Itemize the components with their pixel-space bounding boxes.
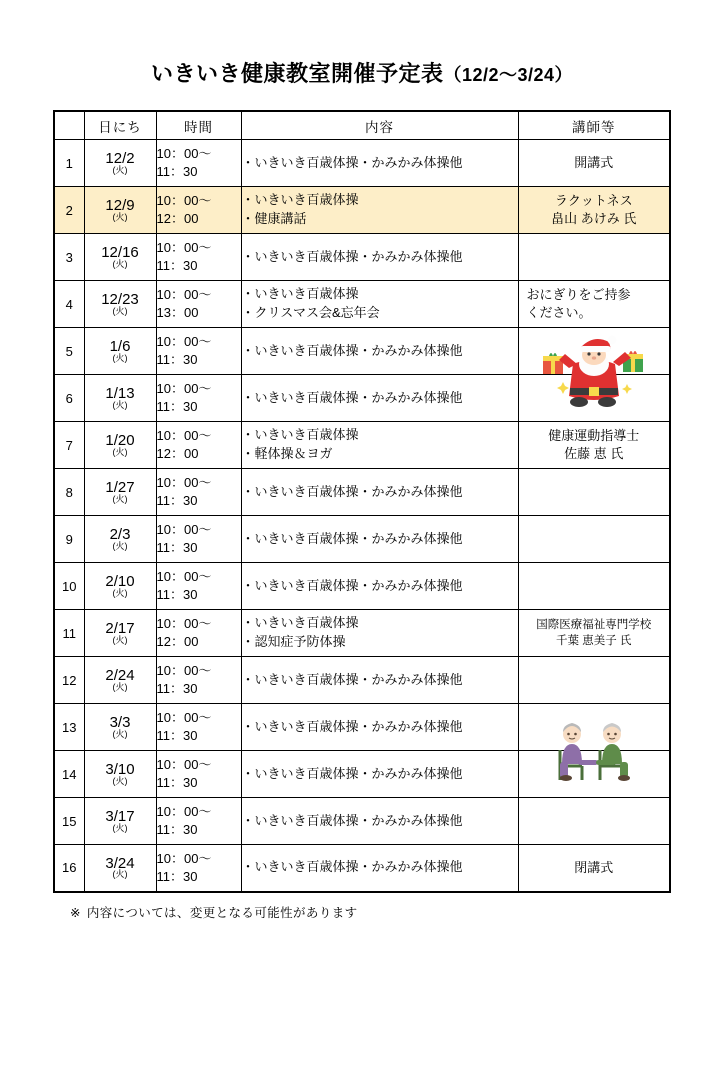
row-time-end: 11：30: [156, 352, 198, 367]
row-time-end: 11：30: [156, 775, 198, 790]
page-title-main: いきいき健康教室開催予定表: [150, 61, 444, 86]
table-body: [54, 140, 670, 892]
row-teacher: [518, 610, 670, 657]
row-time-start: 10：00～: [156, 475, 212, 491]
table-row: [54, 140, 670, 187]
table-header-row: [54, 111, 670, 140]
table-row: [54, 704, 670, 751]
row-date-value: 12/2: [105, 149, 135, 167]
row-time: [156, 469, 241, 516]
row-number: 15: [54, 798, 84, 845]
row-time-end: 12：00: [156, 446, 199, 461]
row-content: [241, 563, 518, 610]
table-row: [54, 234, 670, 281]
row-time-start: 10：00～: [156, 663, 212, 679]
row-date-weekday: (火): [112, 540, 128, 551]
row-number: 14: [54, 751, 84, 798]
row-time-start: 10：00～: [156, 193, 212, 209]
row-teacher-line: 国際医療福祉専門学校: [536, 618, 652, 631]
row-content: [241, 845, 518, 892]
row-teacher: [518, 187, 670, 234]
row-date-weekday: (火): [112, 869, 128, 880]
table-row: [54, 375, 670, 422]
row-teacher-line: 佐藤 恵 氏: [564, 446, 624, 461]
row-date-value: 2/24: [105, 666, 135, 684]
row-time-start: 10：00～: [156, 851, 212, 867]
footnote-mark: ※: [70, 905, 81, 920]
row-time: [156, 422, 241, 469]
row-content: [241, 798, 518, 845]
row-time-end: 11：30: [156, 164, 198, 179]
table-row: [54, 657, 670, 704]
row-date-weekday: (火): [112, 164, 128, 175]
row-teacher-line: ください。: [526, 305, 592, 320]
row-content: [241, 281, 518, 328]
row-content-line: ・いきいき百歳体操・かみかみ体操他: [241, 248, 463, 264]
row-teacher: [518, 751, 670, 798]
table-row: [54, 798, 670, 845]
row-content-line: ・いきいき百歳体操・かみかみ体操他: [241, 765, 463, 781]
row-time: [156, 234, 241, 281]
row-number: 6: [54, 375, 84, 422]
row-time-end: 11：30: [156, 540, 198, 555]
row-number: 13: [54, 704, 84, 751]
row-date: [84, 845, 156, 892]
row-time-start: 10：00～: [156, 616, 212, 632]
row-time: [156, 516, 241, 563]
table-row: [54, 469, 670, 516]
row-content: [241, 469, 518, 516]
row-time-start: 10：00～: [156, 381, 212, 397]
table-row: [54, 281, 670, 328]
row-content: [241, 610, 518, 657]
row-date-value: 12/16: [101, 243, 139, 261]
row-teacher: [518, 657, 670, 704]
row-teacher: [518, 469, 670, 516]
row-number: 11: [54, 610, 84, 657]
row-date-weekday: (火): [112, 775, 128, 786]
column-header-no: [54, 111, 84, 140]
row-teacher-line: おにぎりをご持参: [526, 286, 631, 302]
row-content-line: ・いきいき百歳体操・かみかみ体操他: [241, 389, 463, 405]
row-teacher-line: ラクットネス: [554, 192, 633, 208]
row-number: 16: [54, 845, 84, 892]
row-date-value: 3/10: [105, 760, 135, 778]
row-time-start: 10：00～: [156, 569, 212, 585]
row-time-start: 10：00～: [156, 146, 212, 162]
row-date: [84, 704, 156, 751]
row-teacher: [518, 704, 670, 751]
row-content: [241, 234, 518, 281]
row-number: 5: [54, 328, 84, 375]
row-content: [241, 422, 518, 469]
row-content: [241, 657, 518, 704]
table-row: [54, 845, 670, 892]
row-teacher: [518, 563, 670, 610]
row-content: [241, 516, 518, 563]
row-date: [84, 657, 156, 704]
column-header-teacher: 講師等: [518, 111, 670, 140]
page-title-sub: （12/2～3/24）: [443, 65, 574, 85]
row-date-weekday: (火): [112, 587, 128, 598]
row-time-end: 11：30: [156, 728, 198, 743]
row-content-line: ・いきいき百歳体操・かみかみ体操他: [241, 342, 463, 358]
row-date: [84, 798, 156, 845]
row-date: [84, 469, 156, 516]
row-time: [156, 375, 241, 422]
row-date-weekday: (火): [112, 822, 128, 833]
row-time: [156, 187, 241, 234]
row-content-line: ・いきいき百歳体操・かみかみ体操他: [241, 859, 463, 875]
row-content-line: ・クリスマス会&忘年会: [241, 305, 380, 320]
row-time: [156, 751, 241, 798]
row-content-line: ・認知症予防体操: [241, 634, 346, 649]
row-date-weekday: (火): [112, 258, 128, 269]
row-teacher-line: 開講式: [574, 154, 614, 170]
row-content-line: ・いきいき百歳体操・かみかみ体操他: [241, 530, 463, 546]
row-time-start: 10：00～: [156, 428, 212, 444]
illustration-wrap: [519, 328, 670, 374]
row-date-weekday: (火): [112, 352, 128, 363]
row-content: [241, 704, 518, 751]
illustration-wrap: [519, 704, 670, 750]
row-time: [156, 281, 241, 328]
row-content: [241, 328, 518, 375]
row-time-end: 11：30: [156, 258, 198, 273]
row-teacher: [518, 516, 670, 563]
row-teacher: [518, 140, 670, 187]
row-date: [84, 610, 156, 657]
row-date-value: 12/9: [105, 196, 135, 214]
row-date-weekday: (火): [112, 446, 128, 457]
row-date-value: 2/17: [105, 619, 135, 637]
table-row: [54, 328, 670, 375]
row-date-value: 12/23: [101, 290, 139, 308]
row-teacher: [518, 845, 670, 892]
row-content-line: ・いきいき百歳体操・かみかみ体操他: [241, 671, 463, 687]
row-time-start: 10：00～: [156, 334, 212, 350]
row-date-weekday: (火): [112, 399, 128, 410]
table-row: [54, 751, 670, 798]
row-content-line: ・いきいき百歳体操: [241, 427, 359, 443]
row-number: 9: [54, 516, 84, 563]
footnote: [70, 903, 724, 921]
row-time-start: 10：00～: [156, 287, 212, 303]
row-number: 7: [54, 422, 84, 469]
row-number: 10: [54, 563, 84, 610]
row-time-end: 11：30: [156, 822, 198, 837]
row-teacher: [518, 328, 670, 375]
row-content-line: ・いきいき百歳体操・かみかみ体操他: [241, 483, 463, 499]
row-content-line: ・いきいき百歳体操: [241, 286, 359, 302]
row-number: 12: [54, 657, 84, 704]
row-date-value: 1/20: [105, 431, 135, 449]
row-time-start: 10：00～: [156, 757, 212, 773]
row-date-weekday: (火): [112, 211, 128, 222]
row-date: [84, 751, 156, 798]
row-date: [84, 516, 156, 563]
row-content-line: ・いきいき百歳体操・かみかみ体操他: [241, 577, 463, 593]
row-teacher: [518, 281, 670, 328]
row-content-line: ・いきいき百歳体操: [241, 615, 359, 631]
row-date-value: 3/17: [105, 807, 135, 825]
row-date-weekday: (火): [112, 728, 128, 739]
row-time-end: 11：30: [156, 399, 198, 414]
row-date: [84, 187, 156, 234]
row-teacher-line: 千葉 恵美子 氏: [556, 635, 632, 647]
table-row: [54, 610, 670, 657]
table-row: [54, 563, 670, 610]
row-content-line: ・いきいき百歳体操・かみかみ体操他: [241, 718, 463, 734]
page-title: [0, 57, 724, 88]
row-number: 2: [54, 187, 84, 234]
row-date-value: 3/3: [109, 713, 131, 731]
row-time: [156, 563, 241, 610]
row-date: [84, 281, 156, 328]
row-number: 4: [54, 281, 84, 328]
row-content: [241, 187, 518, 234]
row-time: [156, 798, 241, 845]
row-time: [156, 140, 241, 187]
table-header: [54, 111, 670, 140]
row-time-end: 11：30: [156, 681, 198, 696]
row-date-value: 2/3: [109, 525, 131, 543]
row-date-value: 1/13: [105, 384, 135, 402]
row-teacher: [518, 375, 670, 422]
row-date-weekday: (火): [112, 681, 128, 692]
footnote-text: 内容については、変更となる可能性があります: [86, 905, 358, 920]
row-teacher: [518, 234, 670, 281]
row-date: [84, 234, 156, 281]
row-date-value: 1/6: [109, 337, 131, 355]
row-time-end: 11：30: [156, 493, 198, 508]
row-time-end: 13：00: [156, 305, 199, 320]
row-date-weekday: (火): [112, 493, 128, 504]
row-time-start: 10：00～: [156, 240, 212, 256]
row-time: [156, 610, 241, 657]
row-teacher-line: 閉講式: [574, 859, 614, 875]
row-teacher-line: 畠山 あけみ 氏: [551, 211, 637, 226]
column-header-date: 日にち: [84, 111, 156, 140]
row-date-value: 1/27: [105, 478, 135, 496]
document-page: [0, 57, 724, 1081]
row-time: [156, 704, 241, 751]
row-content: [241, 375, 518, 422]
row-date: [84, 422, 156, 469]
row-date-weekday: (火): [112, 305, 128, 316]
table-row: [54, 187, 670, 234]
row-time-start: 10：00～: [156, 710, 212, 726]
row-number: 1: [54, 140, 84, 187]
row-time: [156, 328, 241, 375]
row-number: 8: [54, 469, 84, 516]
row-content: [241, 751, 518, 798]
row-teacher-line: 健康運動指導士: [548, 427, 640, 443]
row-number: 3: [54, 234, 84, 281]
row-date-value: 3/24: [105, 854, 135, 872]
schedule-table: [53, 110, 671, 893]
row-time-end: 12：00: [156, 211, 199, 226]
row-date-weekday: (火): [112, 634, 128, 645]
row-content-line: ・いきいき百歳体操・かみかみ体操他: [241, 154, 463, 170]
row-time-start: 10：00～: [156, 522, 212, 538]
row-teacher: [518, 798, 670, 845]
row-time-start: 10：00～: [156, 804, 212, 820]
column-header-time: 時間: [156, 111, 241, 140]
row-date-value: 2/10: [105, 572, 135, 590]
row-content-line: ・健康講話: [241, 211, 307, 226]
row-time-end: 11：30: [156, 868, 198, 884]
row-time: [156, 845, 241, 892]
row-time: [156, 657, 241, 704]
row-content-line: ・軽体操＆ヨガ: [241, 446, 333, 461]
column-header-content: 内容: [241, 111, 518, 140]
row-content: [241, 140, 518, 187]
table-row: [54, 422, 670, 469]
row-date: [84, 563, 156, 610]
row-date: [84, 375, 156, 422]
table-row: [54, 516, 670, 563]
row-time-end: 11：30: [156, 587, 198, 602]
row-teacher: [518, 422, 670, 469]
row-time-end: 12：00: [156, 634, 199, 649]
row-content-line: ・いきいき百歳体操・かみかみ体操他: [241, 812, 463, 828]
row-content-line: ・いきいき百歳体操: [241, 192, 359, 208]
row-date: [84, 328, 156, 375]
row-date: [84, 140, 156, 187]
